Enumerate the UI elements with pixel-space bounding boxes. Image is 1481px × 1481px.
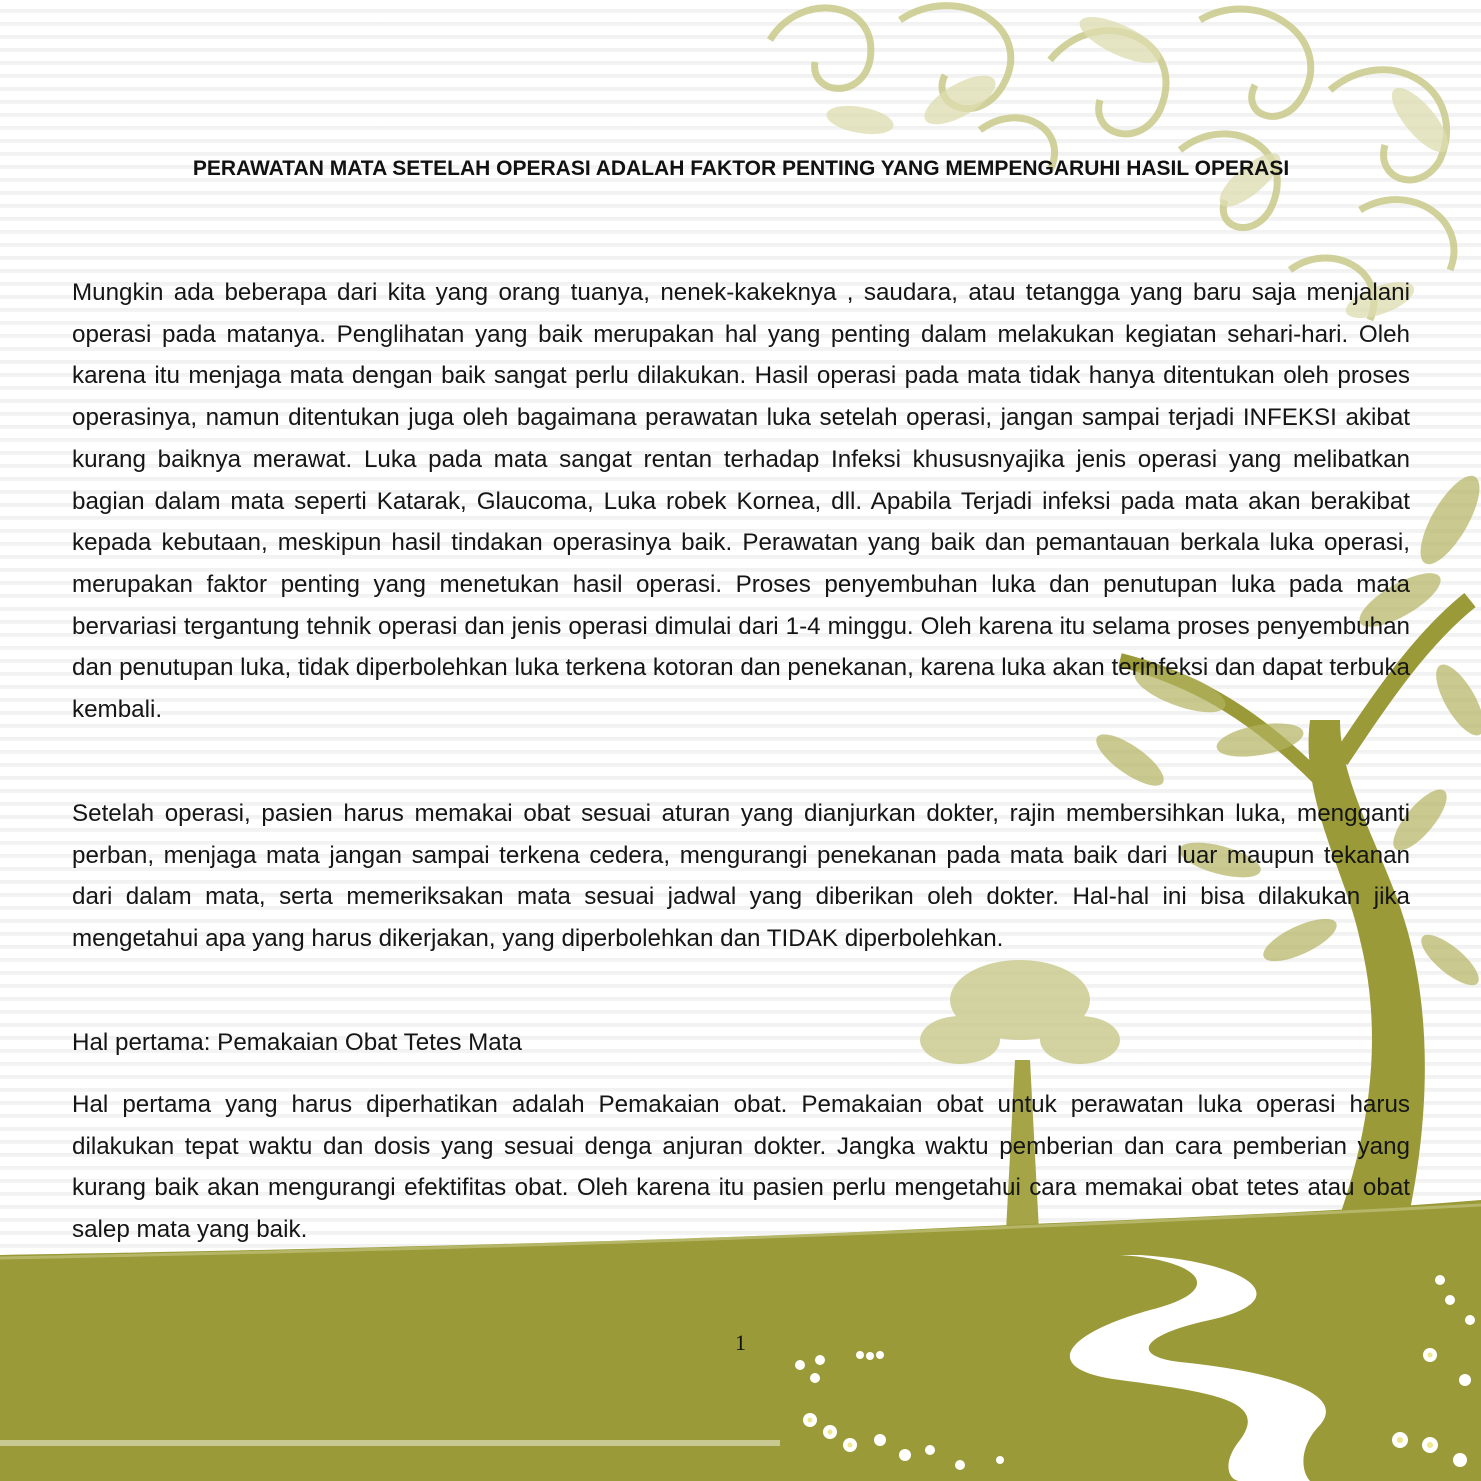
paragraph-eye-drops: Hal pertama yang harus diperhatikan adalah Pemakaian obat. Pemakaian obat untuk perawatan luka operasi harus dilakukan tepat waktu dan dosis yang sesuai denga anjuran dokter. Jangka waktu pemberian dan cara pemberian yang kurang baik akan mengurangi efektifitas obat. Oleh karena itu pasien perlu mengetahui cara memakai obat tetes atau obat salep mata yang baik.	[72, 1091, 1410, 1244]
paragraph-intro: Mungkin ada beberapa dari kita yang orang tuanya, nenek-kakeknya , saudara, atau tetangga yang baru saja menjalani operasi pada matanya. Penglihatan yang baik merupakan hal yang penting dalam melakukan kegiatan sehari-hari. Oleh karena itu menjaga mata dengan baik sangat perlu dilakukan. Hasil operasi pada mata tidak hanya ditentukan oleh proses operasinya, namun ditentukan juga oleh bagaimana perawatan luka setelah operasi, jangan sampai terjadi INFEKSI akibat kurang baiknya merawat. Luka pada mata sangat rentan terhadap Infeksi khususnyajika jenis operasi yang melibatkan bagian dalam mata seperti Katarak, Glaucoma, Luka robek Kornea, dll. Apabila Terjadi infeksi pada mata akan berakibat kepada kebutaan, meskipun hasil tindakan operasinya baik. Perawatan yang baik dan pemantauan berkala luka operasi, merupakan faktor penting yang menetukan hasil operasi. Proses penyembuhan luka dan penutupan luka pada mata bervariasi tergantung tehnik operasi dan jenis operasi dimulai dari 1-4 minggu. Oleh karena itu selama proses penyembuhan dan penutupan luka, tidak diperbolehkan luka terkena kotoran dan penekanan, karena luka akan terinfeksi dan dapat terbuka kembali.	[72, 279, 1410, 724]
page-number: 1	[735, 1330, 746, 1355]
section-heading: Hal pertama: Pemakaian Obat Tetes Mata	[72, 1029, 522, 1056]
document-title: PERAWATAN MATA SETELAH OPERASI ADALAH FAKTOR PENTING YANG MEMPENGARUHI HASIL OPERASI	[192, 157, 1290, 180]
paragraph-after-surgery: Setelah operasi, pasien harus memakai obat sesuai aturan yang dianjurkan dokter, rajin membersihkan luka, mengganti perban, menjaga mata jangan sampai terkena cedera, mengurangi penekanan pada mata baik dari luar maupun tekanan dari dalam mata, serta memeriksakan mata sesuai jadwal yang diberikan oleh dokter. Hal-hal ini bisa dilakukan jika mengetahui apa yang harus dikerjakan, yang diperbolehkan dan TIDAK diperbolehkan.	[72, 800, 1410, 953]
